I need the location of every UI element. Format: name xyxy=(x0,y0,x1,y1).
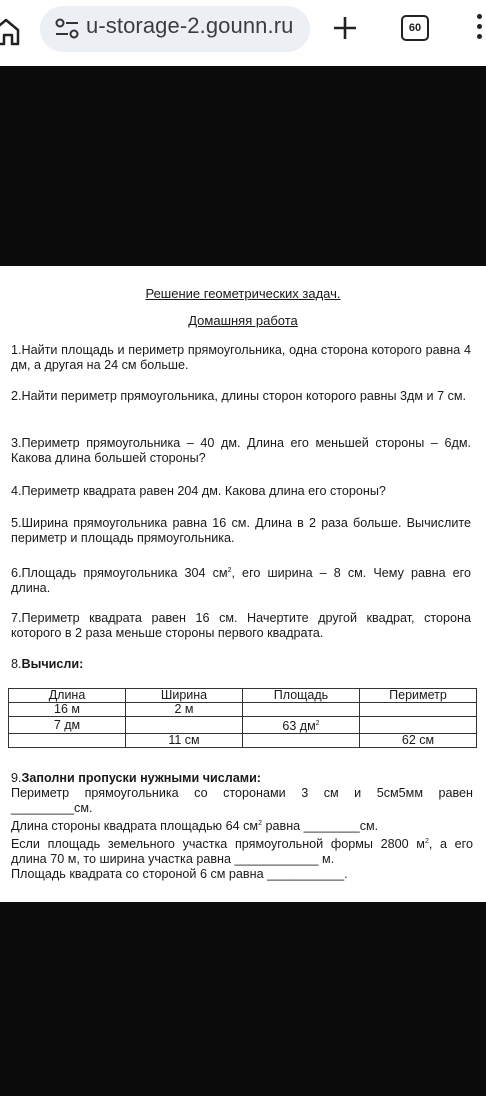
more-vert-icon[interactable] xyxy=(476,14,484,44)
table-row xyxy=(9,717,477,734)
task-1: 1.Найти площадь и периметр прямоугольника, одна сторона которого равна 4 дм, а другая на 24 см больше. xyxy=(11,343,471,372)
table-row xyxy=(9,734,477,748)
task-8: 8.Вычисли: xyxy=(11,657,84,671)
table-cell: 63 $дм^2$ xyxy=(243,717,360,734)
table-cell xyxy=(360,717,477,734)
header-cell: Длина xyxy=(9,689,126,703)
plus-icon[interactable] xyxy=(331,14,359,42)
task-2: 2.Найти периметр прямоугольника, длины сторон которого равны 3дм и 7 см. xyxy=(11,389,467,403)
task-6: 6.Площадь прямоугольника 304 $см^2$, его ширина – 8 см. Чему равна его длина. xyxy=(11,566,471,596)
doc-title: Решение геометрических задач. xyxy=(145,286,341,301)
document-image xyxy=(0,266,486,902)
header-cell: Площадь xyxy=(243,689,360,703)
table-cell xyxy=(126,717,243,734)
table-cell: 62 см xyxy=(360,734,477,748)
table-cell xyxy=(243,734,360,748)
tune-icon[interactable] xyxy=(54,17,80,41)
browser-toolbar xyxy=(0,0,486,66)
task-7: 7.Периметр квадрата равен 16 см. Начертите другой квадрат, сторона которого в 2 раза меньше стороны первого квадрата. xyxy=(11,611,471,640)
home-icon[interactable] xyxy=(0,16,22,46)
table-cell: 2 м xyxy=(126,703,243,717)
doc-subtitle: Домашняя работа xyxy=(188,313,298,328)
header-cell: Периметр xyxy=(360,689,477,703)
task-3: 3.Периметр прямоугольника – 40 дм. Длина его меньшей стороны – 6дм. Какова длина большей стороны? xyxy=(11,436,471,465)
task-4: 4.Периметр квадрата равен 204 дм. Какова длина его стороны? xyxy=(11,484,386,498)
task-5: 5.Ширина прямоугольника равна 16 см. Длина в 2 раза больше. Вычислите периметр и площадь прямоугольника. xyxy=(11,516,471,545)
task-9: 9.Заполни пропуски нужными числами: Периметр прямоугольника со сторонами 3 см и 5см5мм равен _________см. Длина стороны квадрата площадью 64 $см^2$ равна ________см. Если площадь земельного участка прямоугольной формы 2800 $м^2$, а его длина 70 м, то ширина участка равна ____________ м. Площадь квадрата со стороной 6 см равна ___________. xyxy=(11,771,474,882)
calc-table xyxy=(8,688,477,748)
table-row xyxy=(9,703,477,717)
tabs-icon[interactable]: 60 xyxy=(401,15,429,41)
table-header-row xyxy=(9,689,477,703)
header-cell: Ширина xyxy=(126,689,243,703)
table-cell: 16 м xyxy=(9,703,126,717)
table-cell: 11 см xyxy=(126,734,243,748)
table-cell xyxy=(243,703,360,717)
table-cell xyxy=(9,734,126,748)
table-cell xyxy=(360,703,477,717)
url-text[interactable]: u-storage-2.gounn.ru xyxy=(86,13,294,38)
table-cell: 7 дм xyxy=(9,717,126,734)
